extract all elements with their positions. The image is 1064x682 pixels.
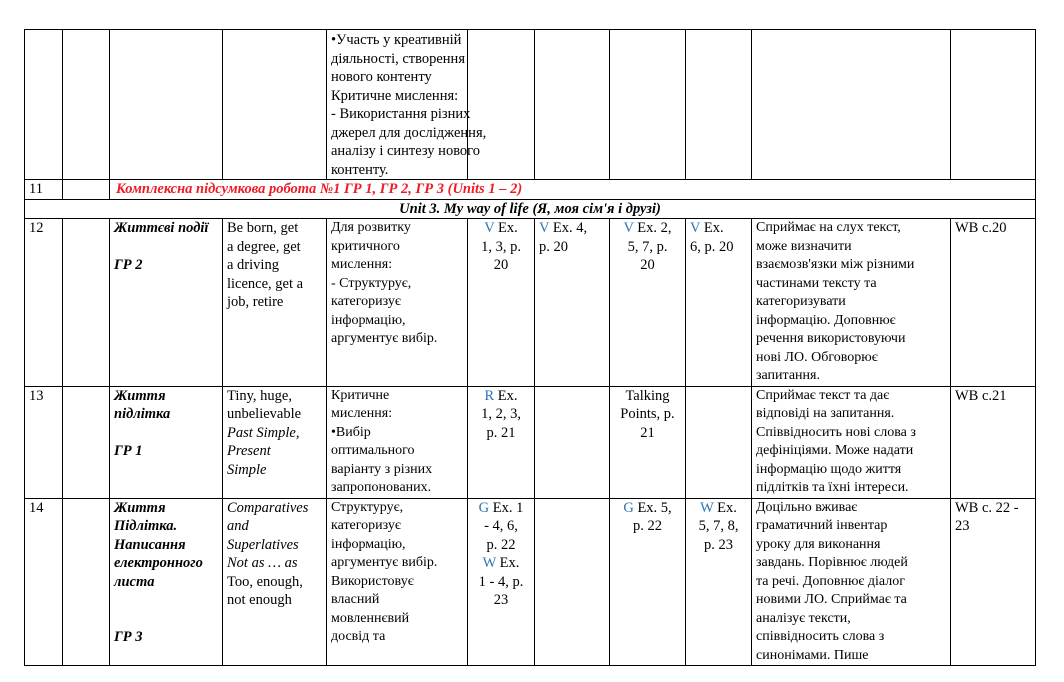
row-number: 11 xyxy=(25,180,63,200)
cell-activity-1: V Ex. 1, 3, p. 20 xyxy=(468,219,535,387)
table-row xyxy=(25,30,1036,180)
cell-vocab: Comparatives and Superlatives Not as … as Too, enough, not enough xyxy=(223,498,327,666)
cell-activity-3 xyxy=(610,30,686,180)
cell-blank xyxy=(63,30,110,180)
cell-num xyxy=(25,30,63,180)
summary-work-title: Комплексна підсумкова робота №1 ГР 1, ГР 2, ГР 3 (Units 1 – 2) xyxy=(110,180,1036,200)
cell-blank xyxy=(63,498,110,666)
cell-activity-4 xyxy=(686,386,752,498)
cell-blank xyxy=(63,180,110,200)
cell-outcomes: Сприймає на слух текст, може визначити взаємозв'язки між різними частинами тексту та категоризувати інформацію. Доповнює речення використовуючи нові ЛО. Обговорює запитання. xyxy=(752,219,951,387)
cell-activity-3: Talking Points, p. 21 xyxy=(610,386,686,498)
cell-activity-2 xyxy=(535,498,610,666)
cell-blank xyxy=(63,219,110,387)
cell-activity-2 xyxy=(535,30,610,180)
cell-skills: Критичне мислення: •Вибір оптимального варіанту з різних запропонованих. xyxy=(327,386,468,498)
cell-activity-4: W Ex. 5, 7, 8, p. 23 xyxy=(686,498,752,666)
cell-skills: Для розвитку критичного мислення: - Структурує, категоризує інформацію, аргументує вибір. xyxy=(327,219,468,387)
cell-activity-2 xyxy=(535,386,610,498)
cell-outcomes: Сприймає текст та дає відповіді на запитання. Співвідносить нові слова з дефініціями. Може надати інформацію щодо життя підлітків та їхні інтереси. xyxy=(752,386,951,498)
cell-activity-1: G Ex. 1 - 4, 6, p. 22 W Ex. 1 - 4, p. 23 xyxy=(468,498,535,666)
cell-activity-1: R Ex. 1, 2, 3, p. 21 xyxy=(468,386,535,498)
cell-homework xyxy=(951,30,1036,180)
cell-blank xyxy=(63,386,110,498)
unit-header-row xyxy=(25,199,1036,219)
unit-header: Unit 3. My way of life (Я, моя сім'я і друзі) xyxy=(25,199,1036,219)
table-row xyxy=(25,180,1036,200)
table-row xyxy=(25,498,1036,666)
cell-homework: WB c.20 xyxy=(951,219,1036,387)
cell-activity-4 xyxy=(686,30,752,180)
row-number: 12 xyxy=(25,219,63,387)
cell-topic: Життя підлітка ГР 1 xyxy=(110,386,223,498)
cell-skills: •Участь у креативній діяльності, створення нового контенту Критичне мислення: - Використання різних джерел для дослідження, аналізу і синтезу нового контенту. xyxy=(327,30,468,180)
cell-activity-2: V Ex. 4, p. 20 xyxy=(535,219,610,387)
cell-activity-3: V Ex. 2, 5, 7, p. 20 xyxy=(610,219,686,387)
cell-vocab: Be born, get a degree, get a driving licence, get a job, retire xyxy=(223,219,327,387)
cell-outcomes: Доцільно вживає граматичний інвентар уроку для виконання завдань. Порівнює людей та речі. Доповнює діалог новими ЛО. Сприймає та аналізує тексти, співвідносить слова з синонімами. Пише xyxy=(752,498,951,666)
cell-activity-4: V Ex. 6, p. 20 xyxy=(686,219,752,387)
lesson-plan-table xyxy=(24,29,1036,666)
row-number: 14 xyxy=(25,498,63,666)
cell-topic xyxy=(110,30,223,180)
cell-topic: Життя Підлітка. Написання електронного листа ГР 3 xyxy=(110,498,223,666)
cell-homework: WB c. 22 - 23 xyxy=(951,498,1036,666)
cell-topic: Життєві події ГР 2 xyxy=(110,219,223,387)
table-row xyxy=(25,386,1036,498)
cell-homework: WB c.21 xyxy=(951,386,1036,498)
row-number: 13 xyxy=(25,386,63,498)
cell-vocab: Tiny, huge, unbelievable Past Simple, Present Simple xyxy=(223,386,327,498)
cell-vocab xyxy=(223,30,327,180)
cell-activity-3: G Ex. 5, p. 22 xyxy=(610,498,686,666)
cell-outcomes xyxy=(752,30,951,180)
cell-skills: Структурує, категоризує інформацію, аргументує вибір. Використовує власний мовленнєвий досвід та xyxy=(327,498,468,666)
table-row xyxy=(25,219,1036,387)
